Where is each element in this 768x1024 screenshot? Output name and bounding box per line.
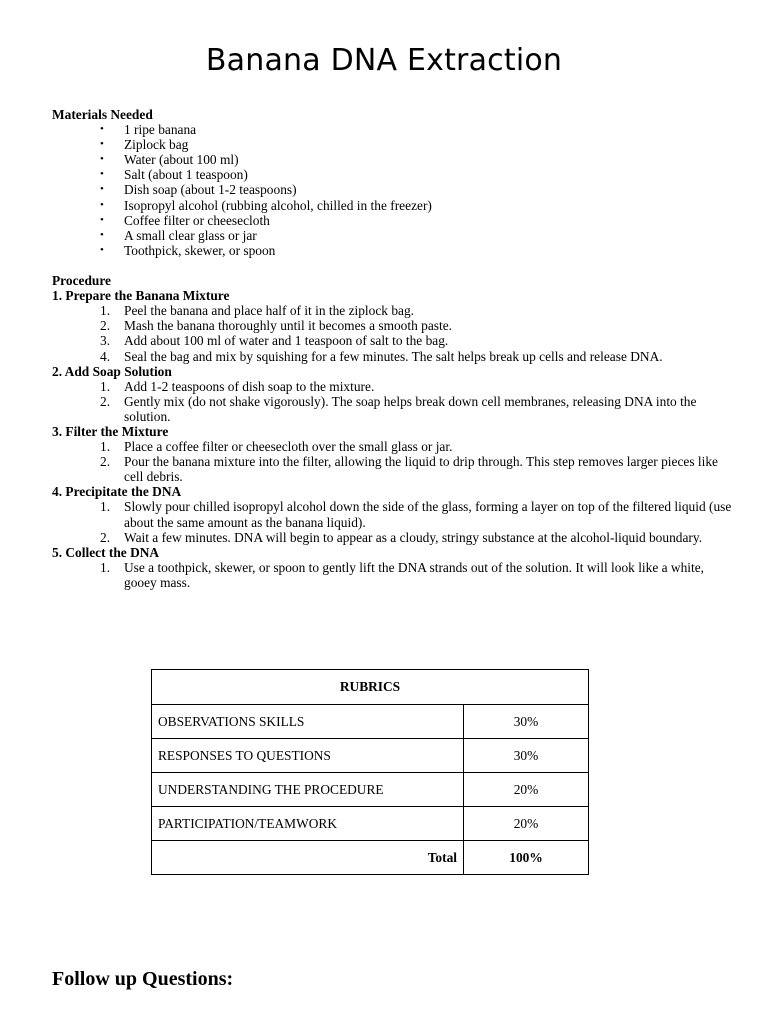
step-number: 3. [100, 333, 111, 349]
procedure-step-text: Pour the banana mixture into the filter, allowing the liquid to drip through. This step removes larger pieces like cell debris. [124, 454, 718, 485]
procedure-heading: Procedure [52, 273, 112, 289]
procedure-step-text: Place a coffee filter or cheesecloth over the small glass or jar. [124, 439, 453, 455]
procedure-step-text: Add 1-2 teaspoons of dish soap to the mixture. [124, 378, 375, 394]
step-number: 1. [100, 303, 111, 319]
bullet-icon: • [100, 153, 104, 166]
material-item [52, 182, 732, 197]
rubric-weight: 30% [464, 739, 589, 773]
rubric-weight: 20% [464, 773, 589, 807]
spacer [52, 258, 732, 273]
procedure-step-text: Wait a few minutes. DNA will begin to appear as a cloudy, stringy substance at the alcohol-liquid boundary. [124, 529, 703, 545]
procedure-step [52, 530, 732, 545]
rubrics-body [152, 705, 589, 875]
procedure-sections [52, 288, 732, 590]
rubric-row [152, 739, 589, 773]
materials-heading: Materials Needed [52, 107, 153, 122]
procedure-step [52, 439, 732, 454]
bullet-icon: • [100, 168, 104, 181]
procedure-steps [52, 560, 732, 590]
material-item [52, 137, 732, 152]
bullet-icon: • [100, 213, 104, 226]
material-item [52, 167, 732, 182]
material-item-text: Isopropyl alcohol (rubbing alcohol, chilled in the freezer) [124, 197, 432, 213]
materials-list [52, 122, 732, 258]
procedure-section-title: 5. Collect the DNA [52, 544, 160, 560]
step-number: 2. [100, 529, 111, 545]
procedure-step-text: Peel the banana and place half of it in the ziplock bag. [124, 303, 415, 319]
page-title: Banana DNA Extraction [205, 43, 563, 78]
material-item-text: Dish soap (about 1-2 teaspoons) [124, 182, 297, 198]
bullet-icon: • [100, 198, 104, 211]
rubric-row [152, 705, 589, 739]
bullet-icon: • [100, 243, 104, 256]
rubric-criterion: PARTICIPATION/TEAMWORK [152, 807, 464, 841]
procedure-step-text: Slowly pour chilled isopropyl alcohol down the side of the glass, forming a layer on top of the filtered liquid (use about the same amount as the banana liquid). [124, 499, 732, 530]
material-item [52, 152, 732, 167]
procedure-step [52, 394, 732, 424]
bullet-icon: • [100, 138, 104, 151]
procedure-step-text: Use a toothpick, skewer, or spoon to gently lift the DNA strands out of the solution. It will look like a white, gooey mass. [124, 559, 705, 590]
document-body [52, 107, 732, 590]
rubric-row [152, 773, 589, 807]
step-number: 1. [100, 559, 111, 575]
step-number: 2. [100, 454, 111, 470]
rubric-total-row [152, 841, 589, 875]
step-number: 2. [100, 318, 111, 334]
procedure-step-text: Add about 100 ml of water and 1 teaspoon of salt to the bag. [124, 333, 449, 349]
procedure-section-title: 1. Prepare the Banana Mixture [52, 288, 230, 304]
procedure-steps [52, 499, 732, 544]
material-item-text: Coffee filter or cheesecloth [124, 212, 270, 228]
bullet-icon: • [100, 228, 104, 241]
material-item [52, 213, 732, 228]
rubric-row [152, 807, 589, 841]
step-number: 4. [100, 348, 111, 364]
material-item-text: 1 ripe banana [124, 122, 197, 138]
procedure-section-title: 4. Precipitate the DNA [52, 484, 182, 500]
rubric-weight: 30% [464, 705, 589, 739]
material-item [52, 198, 732, 213]
procedure-step [52, 318, 732, 333]
rubric-total-value: 100% [464, 841, 589, 875]
rubrics-header-row [152, 670, 589, 705]
material-item-text: Ziplock bag [124, 137, 189, 153]
procedure-step [52, 333, 732, 348]
rubrics-header: RUBRICS [152, 670, 589, 705]
material-item [52, 243, 732, 258]
procedure-step [52, 303, 732, 318]
rubric-weight: 20% [464, 807, 589, 841]
rubrics-table [151, 669, 589, 875]
procedure-step [52, 454, 732, 484]
procedure-step-text: Mash the banana thoroughly until it becomes a smooth paste. [124, 318, 453, 334]
procedure-step [52, 560, 732, 590]
step-number: 2. [100, 393, 111, 409]
rubric-criterion: UNDERSTANDING THE PROCEDURE [152, 773, 464, 807]
procedure-steps [52, 303, 732, 363]
step-number: 1. [100, 499, 111, 515]
material-item-text: Salt (about 1 teaspoon) [124, 167, 248, 183]
step-number: 1. [100, 439, 111, 455]
procedure-steps [52, 439, 732, 484]
procedure-step [52, 379, 732, 394]
procedure-steps [52, 379, 732, 424]
procedure-section-title: 3. Filter the Mixture [52, 423, 169, 439]
rubric-total-label: Total [152, 841, 464, 875]
step-number: 1. [100, 378, 111, 394]
procedure-step-text: Gently mix (do not shake vigorously). The soap helps break down cell membranes, releasing DNA into the solution. [124, 393, 697, 424]
material-item-text: Toothpick, skewer, or spoon [124, 242, 276, 258]
material-item [52, 122, 732, 137]
procedure-step [52, 349, 732, 364]
rubric-criterion: OBSERVATIONS SKILLS [152, 705, 464, 739]
rubric-criterion: RESPONSES TO QUESTIONS [152, 739, 464, 773]
material-item [52, 228, 732, 243]
procedure-step [52, 499, 732, 529]
bullet-icon: • [100, 123, 104, 136]
material-item-text: Water (about 100 ml) [124, 152, 239, 168]
followup-heading: Follow up Questions: [52, 968, 234, 990]
material-item-text: A small clear glass or jar [124, 227, 257, 243]
procedure-section-title: 2. Add Soap Solution [52, 363, 172, 379]
bullet-icon: • [100, 183, 104, 196]
procedure-step-text: Seal the bag and mix by squishing for a few minutes. The salt helps break up cells and release DNA. [124, 348, 663, 364]
